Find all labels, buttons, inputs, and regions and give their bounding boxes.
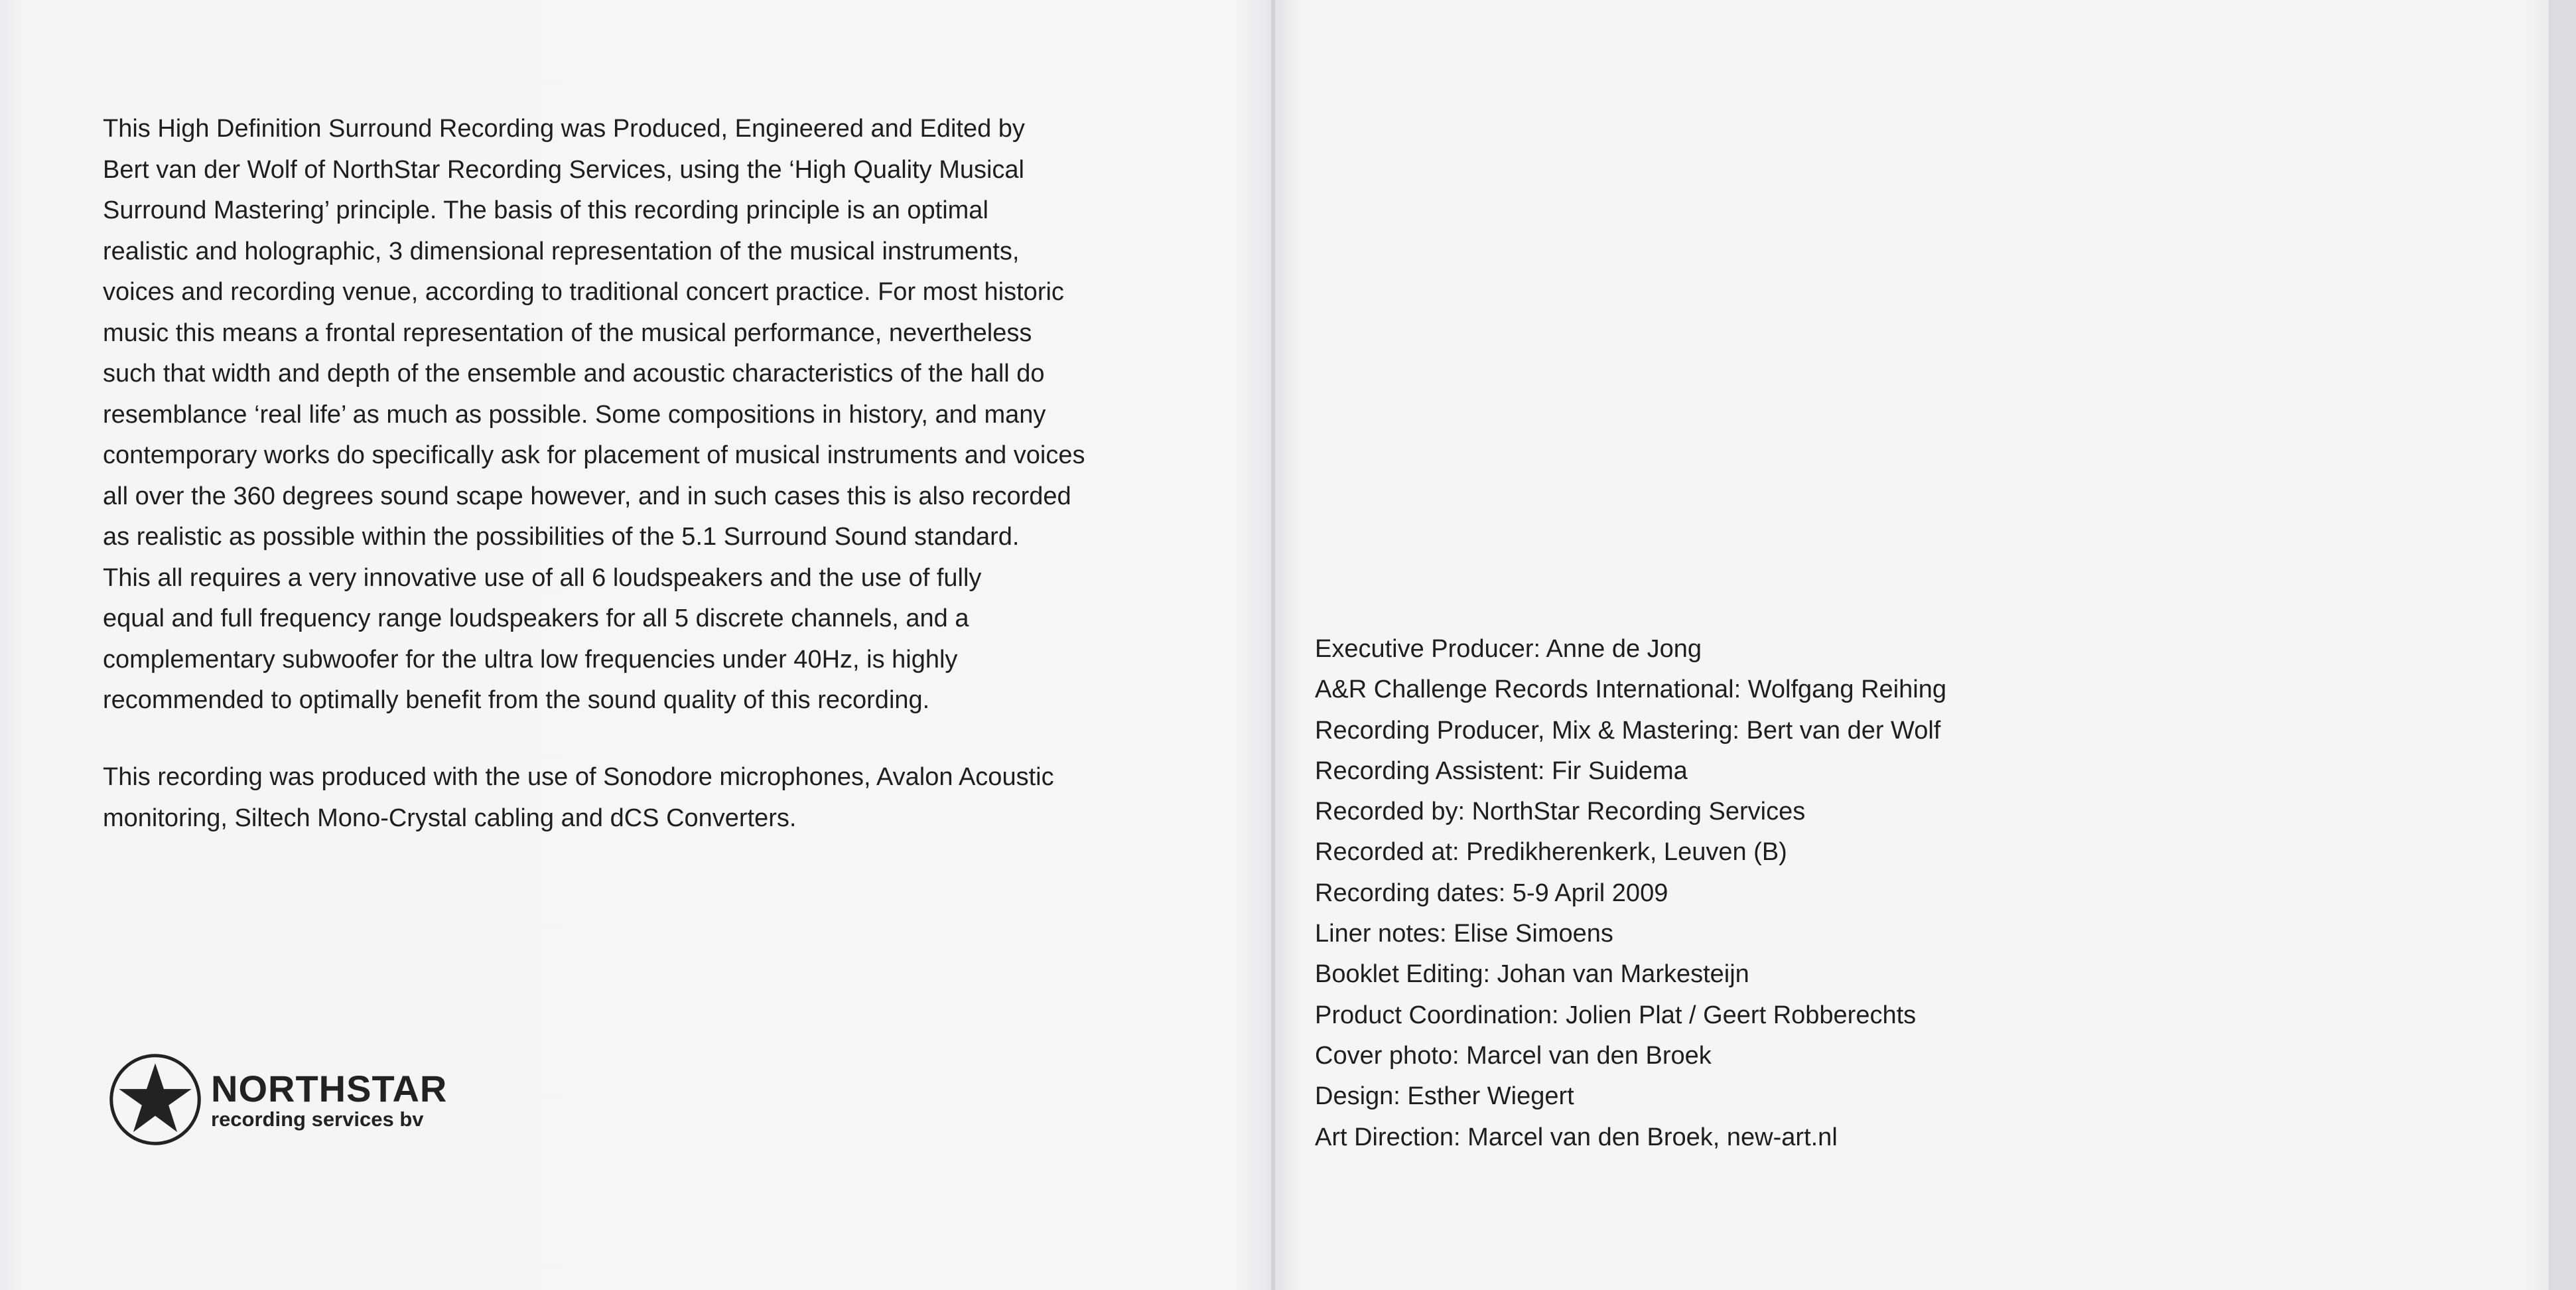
credit-line: Booklet Editing: Johan van Markesteijn [1315,960,1749,989]
text-line: resemblance ‘real life’ as much as possible. Some compositions in history, and many [103,400,1046,429]
text-line: all over the 360 degrees sound scape however, and in such cases this is also recorded [103,482,1071,510]
recording-description-paragraph [103,109,1085,721]
text-line: as realistic as possible within the possibilities of the 5.1 Surround Sound standard. [103,523,1020,551]
star-circle-icon [107,1052,203,1147]
text-line: This High Definition Surround Recording was Produced, Engineered and Edited by [103,115,1025,143]
text-line: complementary subwoofer for the ultra low frequencies under 40Hz, is highly [103,645,958,674]
credit-line: Recorded at: Predikherenkerk, Leuven (B) [1315,838,1787,867]
equipment-paragraph [103,757,1054,839]
text-line: recommended to optimally benefit from the sound quality of this recording. [103,686,930,714]
credit-line: Recording Producer, Mix & Mastering: Bert van der Wolf [1315,716,1941,745]
credit-line: Art Direction: Marcel van den Broek, new-art.nl [1315,1123,1838,1151]
text-line: such that width and depth of the ensemble and acoustic characteristics of the hall do [103,360,1045,388]
text-line: monitoring, Siltech Mono-Crystal cabling and dCS Converters. [103,804,797,832]
scan-edge [2549,0,2576,1290]
text-line: This all requires a very innovative use of all 6 loudspeakers and the use of fully [103,563,982,592]
northstar-logo [107,1052,447,1147]
credit-line: Cover photo: Marcel van den Broek [1315,1041,1712,1070]
text-line: voices and recording venue, according to traditional concert practice. For most historic [103,278,1064,306]
credit-line: Recording dates: 5-9 April 2009 [1315,879,1668,907]
credit-line: Design: Esther Wiegert [1315,1082,1574,1111]
credits-list [1315,629,1946,1158]
text-line: contemporary works do specifically ask for placement of musical instruments and voices [103,441,1085,469]
credit-line: Executive Producer: Anne de Jong [1315,635,1702,663]
credit-line: Recording Assistent: Fir Suidema [1315,756,1688,785]
logo-name: NORTHSTAR [211,1067,448,1110]
text-line: Surround Mastering’ principle. The basis of this recording principle is an optimal [103,196,988,224]
text-line: realistic and holographic, 3 dimensional representation of the musical instruments, [103,237,1020,265]
logo-subtitle: recording services bv [211,1107,424,1131]
text-line: Bert van der Wolf of NorthStar Recording Services, using the ‘High Quality Musical [103,155,1025,184]
credit-line: Liner notes: Elise Simoens [1315,920,1613,948]
text-line: This recording was produced with the use of Sonodore microphones, Avalon Acoustic [103,763,1054,791]
left-page [0,0,1272,1290]
text-line: music this means a frontal representation of the musical performance, nevertheless [103,319,1032,347]
credit-line: Product Coordination: Jolien Plat / Geert Robberechts [1315,1001,1917,1029]
credit-line: A&R Challenge Records International: Wolfgang Reihing [1315,676,1946,704]
credit-line: Recorded by: NorthStar Recording Services [1315,798,1806,826]
text-line: equal and full frequency range loudspeakers for all 5 discrete channels, and a [103,605,969,632]
